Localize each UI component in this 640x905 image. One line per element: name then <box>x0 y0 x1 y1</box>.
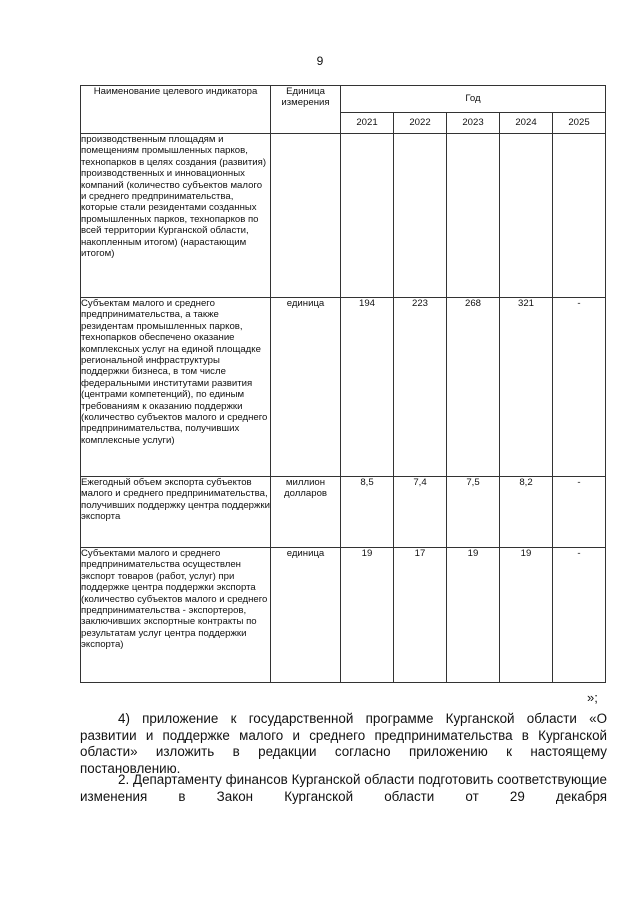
closing-quote-mark: »; <box>587 690 598 705</box>
value-2025: - <box>553 298 606 477</box>
header-year-2021: 2021 <box>341 112 394 133</box>
value-2021: 8,5 <box>341 477 394 548</box>
value-2022 <box>394 134 447 298</box>
value-2021: 194 <box>341 298 394 477</box>
value-2022: 223 <box>394 298 447 477</box>
value-2024: 8,2 <box>500 477 553 548</box>
header-year-2022: 2022 <box>394 112 447 133</box>
value-2021: 19 <box>341 548 394 683</box>
value-2023 <box>447 134 500 298</box>
paragraph-instruction-2 <box>80 772 607 805</box>
value-2025: - <box>553 548 606 683</box>
indicator-name: Субъектам малого и среднего предпринимательства, а также резидентам промышленных парков, технопарков обеспечено оказание комплексных услуг на единой площадке региональной инфраструктуры поддержки бизнеса, в том числе федеральными институтами развития (центрами компетенций), по единым требованиям к оказанию поддержки (количество субъектов малого и среднего предпринимательства, получивших комплексные услуги) <box>81 298 271 477</box>
indicator-unit: единица <box>271 298 341 477</box>
indicator-unit <box>271 134 341 298</box>
header-indicator-name: Наименование целевого индикатора <box>81 86 271 134</box>
value-2022: 17 <box>394 548 447 683</box>
page-number: 9 <box>316 54 324 68</box>
header-year-2023: 2023 <box>447 112 500 133</box>
value-2025 <box>553 134 606 298</box>
header-year-2025: 2025 <box>553 112 606 133</box>
header-year: Год <box>341 86 606 113</box>
indicator-name: Субъектами малого и среднего предпринимательства осуществлен экспорт товаров (работ, услуг) при поддержке центра поддержки экспорта (количество субъектов малого и среднего предпринимательства - экспортеров, заключивших экспортные контракты по результатам услуг центра поддержки экспорта) <box>81 548 271 683</box>
value-2024: 19 <box>500 548 553 683</box>
value-2023: 19 <box>447 548 500 683</box>
indicator-name: Ежегодный объем экспорта субъектов малого и среднего предпринимательства, получивших поддержку центра поддержки экспорта <box>81 477 271 548</box>
header-unit: Единица измерения <box>271 86 341 134</box>
value-2024: 321 <box>500 298 553 477</box>
value-2024 <box>500 134 553 298</box>
value-2025: - <box>553 477 606 548</box>
table-row <box>81 548 606 683</box>
indicator-unit: единица <box>271 548 341 683</box>
value-2023: 7,5 <box>447 477 500 548</box>
indicators-table <box>80 85 606 683</box>
table-row <box>81 298 606 477</box>
indicator-unit: миллион долларов <box>271 477 341 548</box>
paragraph-text: 2. Департаменту финансов Курганской области подготовить соответствующие изменения в Закон Курганской области от 29 декабря <box>80 772 607 804</box>
value-2021 <box>341 134 394 298</box>
value-2022: 7,4 <box>394 477 447 548</box>
value-2023: 268 <box>447 298 500 477</box>
table-row <box>81 477 606 548</box>
table-row <box>81 134 606 298</box>
indicator-name: производственным площадям и помещениям промышленных парков, технопарков в целях создания (развития) производственных и инновационных компаний (количество субъектов малого и среднего предпринимательства, которые стали резидентами созданных промышленных парков, технопарков по всей территории Курганской области, накопленным итогом) (нарастающим итогом) <box>81 134 271 298</box>
paragraph-amendment-4 <box>80 711 607 777</box>
header-year-2024: 2024 <box>500 112 553 133</box>
paragraph-text: 4) приложение к государственной программе Курганской области «О развитии и поддержке малого и среднего предпринимательства в Курганской области» изложить в редакции согласно приложению к настоящему постановлению. <box>80 711 607 776</box>
